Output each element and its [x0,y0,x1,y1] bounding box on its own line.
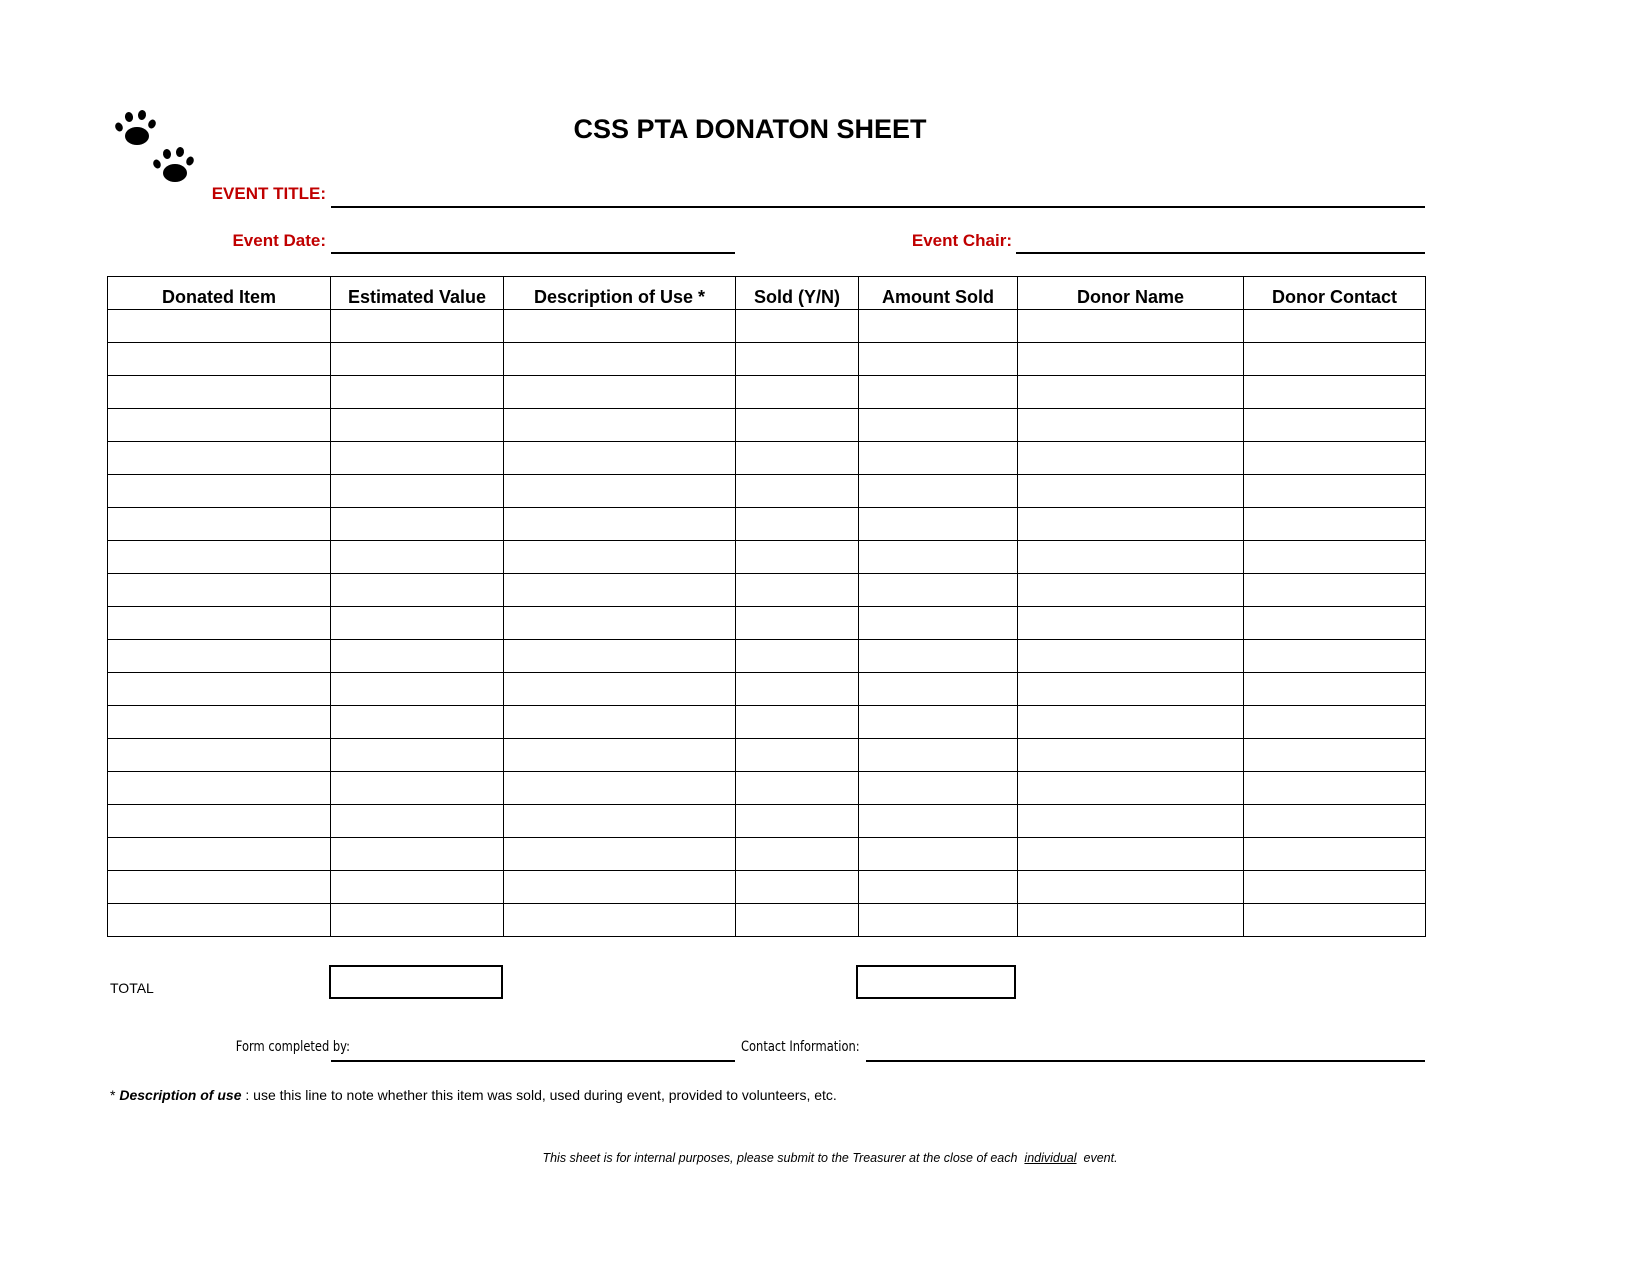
table-cell[interactable] [736,772,859,805]
table-cell[interactable] [859,409,1018,442]
table-row [108,673,1426,706]
table-cell[interactable] [736,871,859,904]
footer-underlined: individual [1024,1151,1077,1165]
table-cell[interactable] [504,574,736,607]
table-row [108,607,1426,640]
table-row [108,805,1426,838]
table-cell[interactable] [1018,640,1244,673]
table-cell[interactable] [859,772,1018,805]
event-date-label: Event Date: [232,231,326,250]
table-cell[interactable] [1244,409,1426,442]
table-cell[interactable] [736,343,859,376]
table-cell[interactable] [736,310,859,343]
column-header-donated-item: Donated Item [108,277,331,310]
table-row [108,310,1426,343]
table-cell[interactable] [331,838,504,871]
table-cell[interactable] [504,343,736,376]
table-cell[interactable] [859,376,1018,409]
table-cell[interactable] [331,442,504,475]
table-cell[interactable] [859,673,1018,706]
table-row [108,574,1426,607]
table-cell[interactable] [1018,442,1244,475]
column-header-donor-contact: Donor Contact [1244,277,1426,310]
table-cell[interactable] [1018,310,1244,343]
table-cell[interactable] [331,673,504,706]
event-chair-line[interactable] [1016,252,1425,254]
table-cell[interactable] [331,409,504,442]
event-date-line[interactable] [331,252,735,254]
form-completed-by-line[interactable] [331,1060,735,1062]
table-cell[interactable] [859,640,1018,673]
table-cell[interactable] [504,409,736,442]
page-title: CSS PTA DONATON SHEET [573,114,927,144]
table-cell[interactable] [859,574,1018,607]
table-row [108,376,1426,409]
table-cell[interactable] [108,409,331,442]
column-header-estimated-value: Estimated Value [331,277,504,310]
table-cell[interactable] [859,508,1018,541]
table-cell[interactable] [331,904,504,937]
table-cell[interactable] [331,376,504,409]
table-header-row [108,277,1426,310]
table-cell[interactable] [331,508,504,541]
footer-text-before: This sheet is for internal purposes, please submit to the Treasurer at the close of each [542,1151,1025,1165]
donation-table [107,276,1426,937]
table-cell[interactable] [504,838,736,871]
total-estimated-value-box[interactable] [329,965,503,999]
table-cell[interactable] [1244,706,1426,739]
table-cell[interactable] [504,508,736,541]
table-row [108,871,1426,904]
table-cell[interactable] [331,871,504,904]
table-cell[interactable] [736,508,859,541]
table-cell[interactable] [1018,706,1244,739]
table-cell[interactable] [504,442,736,475]
table-cell[interactable] [736,739,859,772]
table-cell[interactable] [1018,343,1244,376]
table-cell[interactable] [504,739,736,772]
table-cell[interactable] [504,607,736,640]
table-cell[interactable] [504,871,736,904]
table-cell[interactable] [504,772,736,805]
footer-note [300,1151,1360,1165]
table-cell[interactable] [1244,574,1426,607]
table-cell[interactable] [736,475,859,508]
table-cell[interactable] [859,442,1018,475]
table-cell[interactable] [331,607,504,640]
form-completed-by-label: Form completed by: [235,1039,350,1055]
table-cell[interactable] [1244,673,1426,706]
table-cell[interactable] [108,706,331,739]
table-cell[interactable] [108,739,331,772]
table-row [108,640,1426,673]
total-amount-sold-box[interactable] [856,965,1016,999]
table-row [108,706,1426,739]
table-cell[interactable] [108,871,331,904]
table-cell[interactable] [1244,739,1426,772]
table-cell[interactable] [1018,739,1244,772]
table-cell[interactable] [859,838,1018,871]
column-header-amount-sold: Amount Sold [859,277,1018,310]
table-cell[interactable] [1018,673,1244,706]
table-cell[interactable] [736,574,859,607]
table-cell[interactable] [108,475,331,508]
table-cell[interactable] [1018,409,1244,442]
table-row [108,508,1426,541]
table-body [108,310,1426,937]
table-cell[interactable] [1244,343,1426,376]
table-cell[interactable] [1244,838,1426,871]
table-cell[interactable] [1244,640,1426,673]
table-cell[interactable] [1018,475,1244,508]
table-cell[interactable] [859,343,1018,376]
table-cell[interactable] [331,706,504,739]
table-row [108,904,1426,937]
table-cell[interactable] [859,805,1018,838]
table-cell[interactable] [331,310,504,343]
contact-information-line[interactable] [866,1060,1425,1062]
table-cell[interactable] [736,706,859,739]
table-row [108,772,1426,805]
table-cell[interactable] [331,640,504,673]
table-cell[interactable] [108,640,331,673]
table-cell[interactable] [331,574,504,607]
table-cell[interactable] [504,904,736,937]
table-cell[interactable] [1018,838,1244,871]
table-row [108,838,1426,871]
table-cell[interactable] [736,640,859,673]
table-cell[interactable] [736,805,859,838]
table-cell[interactable] [859,739,1018,772]
table-cell[interactable] [108,508,331,541]
table-cell[interactable] [859,310,1018,343]
table-cell[interactable] [1018,772,1244,805]
note-prefix: * [110,1087,120,1103]
table-cell[interactable] [736,673,859,706]
table-cell[interactable] [331,541,504,574]
note-emphasis: Description of use [119,1087,242,1103]
table-cell[interactable] [1244,475,1426,508]
table-cell[interactable] [1018,805,1244,838]
table-cell[interactable] [1244,607,1426,640]
table-cell[interactable] [108,805,331,838]
table-cell[interactable] [1018,871,1244,904]
contact-information-label: Contact Information: [741,1039,860,1055]
table-cell[interactable] [331,475,504,508]
event-title-line[interactable] [331,206,1425,208]
table-cell[interactable] [108,904,331,937]
table-row [108,541,1426,574]
table-cell[interactable] [736,838,859,871]
table-cell[interactable] [859,706,1018,739]
table-cell[interactable] [1018,541,1244,574]
table-cell[interactable] [1018,904,1244,937]
table-cell[interactable] [331,343,504,376]
table-cell[interactable] [859,607,1018,640]
table-cell[interactable] [1244,805,1426,838]
table-cell[interactable] [108,772,331,805]
table-cell[interactable] [1244,772,1426,805]
table-cell[interactable] [504,706,736,739]
table-cell[interactable] [108,574,331,607]
column-header-donor-name: Donor Name [1018,277,1244,310]
table-cell[interactable] [859,871,1018,904]
table-cell[interactable] [331,805,504,838]
table-cell[interactable] [1244,871,1426,904]
table-cell[interactable] [1244,904,1426,937]
table-cell[interactable] [1244,541,1426,574]
table-cell[interactable] [1018,376,1244,409]
table-cell[interactable] [504,310,736,343]
table-cell[interactable] [859,475,1018,508]
table-cell[interactable] [1018,574,1244,607]
table-cell[interactable] [108,673,331,706]
table-cell[interactable] [504,640,736,673]
table-cell[interactable] [1018,607,1244,640]
table-cell[interactable] [108,541,331,574]
table-cell[interactable] [504,475,736,508]
table-cell[interactable] [1244,376,1426,409]
table-cell[interactable] [331,772,504,805]
table-cell[interactable] [1244,310,1426,343]
table-cell[interactable] [1244,442,1426,475]
table-cell[interactable] [859,904,1018,937]
table-cell[interactable] [1244,508,1426,541]
description-note [110,1087,837,1103]
table-cell[interactable] [736,442,859,475]
table-row [108,442,1426,475]
table-cell[interactable] [736,409,859,442]
total-label: TOTAL [110,980,154,996]
table-cell[interactable] [504,541,736,574]
table-cell[interactable] [736,607,859,640]
table-row [108,739,1426,772]
note-text: : use this line to note whether this item was sold, used during event, provided to volunteers, etc. [241,1087,837,1103]
paw-prints-icon [112,104,196,184]
footer-text-after: event. [1076,1151,1118,1165]
table-cell[interactable] [108,838,331,871]
table-cell[interactable] [108,310,331,343]
table-row [108,343,1426,376]
event-chair-label: Event Chair: [911,231,1012,250]
table-cell[interactable] [859,541,1018,574]
table-cell[interactable] [504,673,736,706]
table-cell[interactable] [108,442,331,475]
table-cell[interactable] [108,376,331,409]
column-header-description-of-use: Description of Use * [504,277,736,310]
event-title-label: EVENT TITLE: [211,184,326,203]
table-cell[interactable] [108,607,331,640]
table-cell[interactable] [504,805,736,838]
table-cell[interactable] [736,541,859,574]
table-cell[interactable] [1018,508,1244,541]
table-cell[interactable] [331,739,504,772]
table-row [108,475,1426,508]
column-header-sold: Sold (Y/N) [736,277,859,310]
table-cell[interactable] [504,376,736,409]
table-cell[interactable] [736,376,859,409]
table-row [108,409,1426,442]
table-cell[interactable] [736,904,859,937]
table-cell[interactable] [108,343,331,376]
